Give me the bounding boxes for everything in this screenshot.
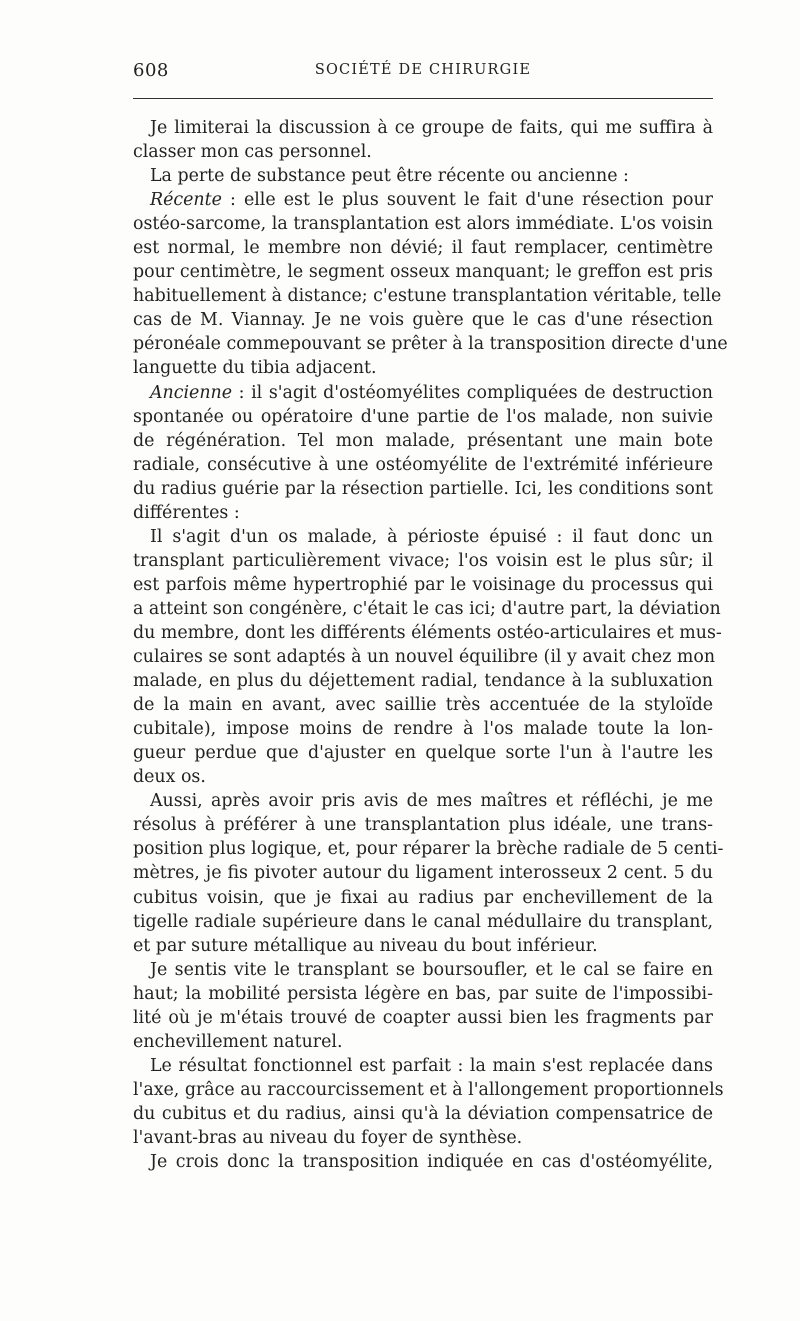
text-line: Récente : elle est le plus souvent le fait d'une résection pour <box>150 190 713 211</box>
text-line: classer mon cas personnel. <box>133 142 372 163</box>
text-line: position plus logique, et, pour réparer la brèche radiale de 5 centi- <box>133 839 724 860</box>
text-line: Le résultat fonctionnel est parfait : la main s'est replacée dans <box>150 1055 713 1076</box>
text-line: Ancienne : il s'agit d'ostéomyélites compliquées de destruction <box>150 382 713 403</box>
text-line: de régénération. Tel mon malade, présentant une main bote <box>133 430 713 451</box>
page-number: 608 <box>133 60 169 81</box>
header-rule <box>133 98 713 99</box>
text-line: du membre, dont les différents éléments ostéo-articulaires et mus- <box>133 622 722 643</box>
text-line: culaires se sont adaptés à un nouvel équilibre (il y avait chez mon <box>133 647 716 668</box>
text-line: La perte de substance peut être récente ou ancienne : <box>150 166 629 187</box>
text-line: malade, en plus du déjettement radial, tendance à la subluxation <box>133 671 713 692</box>
text-line: ostéo-sarcome, la transplantation est alors immédiate. L'os voisin <box>133 214 713 235</box>
text-line: habituellement à distance; c'estune transplantation véritable, telle <box>133 286 722 307</box>
text-line: Il s'agit d'un os malade, à périoste épuisé : il faut donc un <box>150 526 713 547</box>
text-line: radiale, consécutive à une ostéomyélite de l'extrémité inférieure <box>133 454 713 475</box>
text-line: est parfois même hypertrophié par le voisinage du processus qui <box>133 574 713 595</box>
text-line: mètres, je fis pivoter autour du ligament interosseux 2 cent. 5 du <box>133 863 713 884</box>
text-line: a atteint son congénère, c'était le cas ici; d'autre part, la déviation <box>133 598 721 619</box>
text-line: haut; la mobilité persista légère en bas, par suite de l'impossibi- <box>133 983 713 1004</box>
text-line: cas de M. Viannay. Je ne vois guère que le cas d'une résection <box>133 310 713 331</box>
text-line: languette du tibia adjacent. <box>133 358 377 379</box>
text-line: cubitale), impose moins de rendre à l'os malade toute la lon- <box>133 719 713 740</box>
body-text <box>133 116 728 1174</box>
text-line: transplant particulièrement vivace; l'os voisin est le plus sûr; il <box>133 550 713 571</box>
text-line: lité où je m'étais trouvé de coapter aussi bien les fragments par <box>133 1007 713 1028</box>
text-line: spontanée ou opératoire d'une partie de l'os malade, non suivie <box>133 406 713 427</box>
running-head: SOCIÉTÉ DE CHIRURGIE <box>314 62 532 78</box>
text-line: et par suture métallique au niveau du bout inférieur. <box>133 935 598 956</box>
text-line: du radius guérie par la résection partielle. Ici, les conditions sont <box>133 478 713 499</box>
text-line: est normal, le membre non dévié; il faut remplacer, centimètre <box>133 238 713 259</box>
text-line: cubitus voisin, que je fixai au radius par enchevillement de la <box>133 887 713 908</box>
text-line: Aussi, après avoir pris avis de mes maîtres et réfléchi, je me <box>150 791 713 812</box>
text-line: Je crois donc la transposition indiquée en cas d'ostéomyélite, <box>150 1152 713 1173</box>
text-line: l'axe, grâce au raccourcissement et à l'allongement proportionnels <box>133 1079 724 1100</box>
text-line: tigelle radiale supérieure dans le canal médullaire du transplant, <box>133 911 713 932</box>
text-line: de la main en avant, avec saillie très accentuée de la styloïde <box>133 695 713 716</box>
text-line: péronéale commepouvant se prêter à la transposition directe d'une <box>133 334 728 355</box>
text-line: Je sentis vite le transplant se boursoufler, et le cal se faire en <box>150 959 713 980</box>
page-header <box>133 60 713 86</box>
text-line: résolus à préférer à une transplantation plus idéale, une trans- <box>133 815 713 836</box>
text-line: du cubitus et du radius, ainsi qu'à la déviation compensatrice de <box>133 1103 713 1124</box>
text-line: Je limiterai la discussion à ce groupe de faits, qui me suffira à <box>150 118 713 138</box>
text-line: gueur perdue que d'ajuster en quelque sorte l'un à l'autre les <box>133 743 713 764</box>
text-line: pour centimètre, le segment osseux manquant; le greffon est pris <box>133 262 713 283</box>
text-line: enchevillement naturel. <box>133 1031 343 1052</box>
text-line: différentes : <box>133 502 240 523</box>
text-line: l'avant-bras au niveau du foyer de synthèse. <box>133 1127 523 1148</box>
text-line: deux os. <box>133 767 206 788</box>
